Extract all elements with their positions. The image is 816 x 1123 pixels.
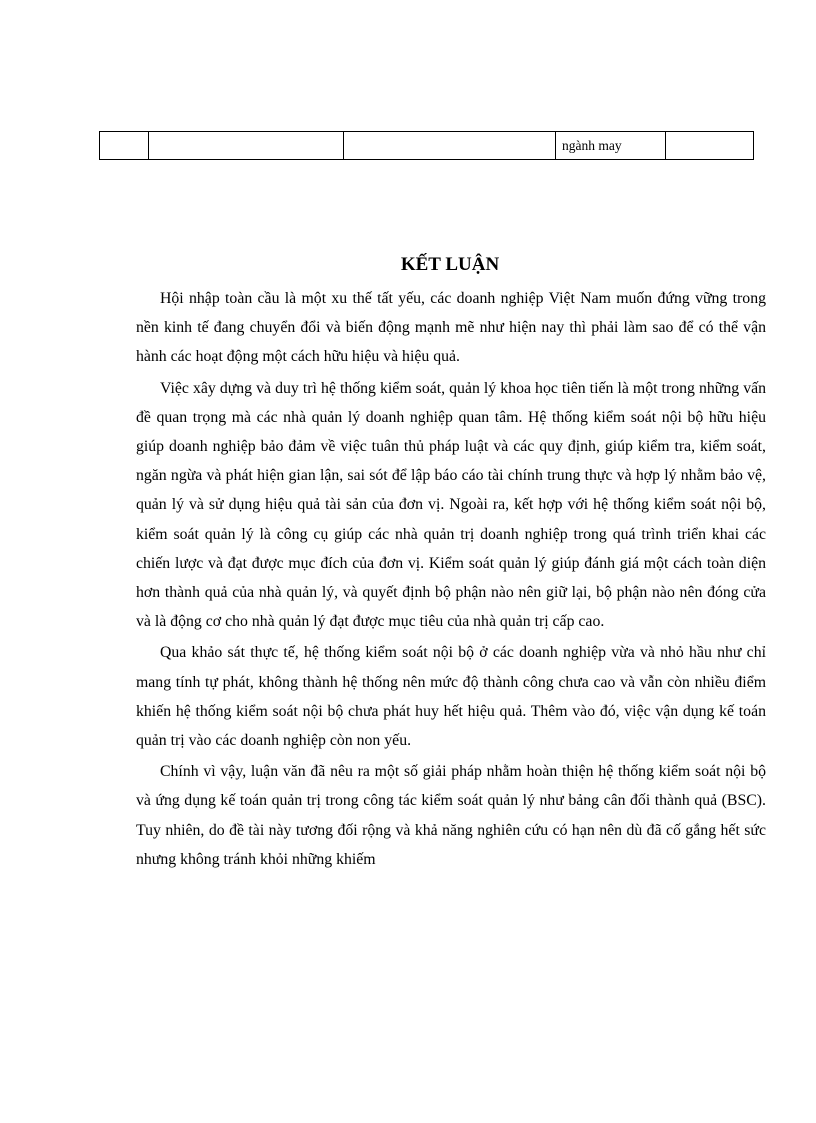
body-text — [136, 284, 766, 874]
table-continuation — [99, 131, 754, 160]
paragraph-4: Chính vì vậy, luận văn đã nêu ra một số giải pháp nhằm hoàn thiện hệ thống kiểm soát nội bộ và ứng dụng kế toán quản trị trong công tác kiểm soát quản lý như bảng cân đối thành quả (BSC). Tuy nhiên, do đề tài này tương đối rộng và khả năng nghiên cứu có hạn nên dù đã cố gắng hết sức nhưng không tránh khỏi những khiếm — [136, 763, 766, 868]
table-cell: ngành may — [556, 132, 666, 160]
paragraph-2: Việc xây dựng và duy trì hệ thống kiểm soát, quản lý khoa học tiên tiến là một trong những vấn đề quan trọng mà các nhà quản lý doanh nghiệp quan tâm. Hệ thống kiểm soát nội bộ hữu hiệu giúp doanh nghiệp bảo đảm về việc tuân thủ pháp luật và các quy định, giúp kiểm tra, kiểm soát, ngăn ngừa và phát hiện gian lận, sai sót để lập báo cáo tài chính trung thực và hợp lý nhằm bảo vệ, quản lý và sử dụng hiệu quả tài sản của đơn vị. Ngoài ra, kết hợp với hệ thống kiểm soát nội bộ, kiểm soát quản lý là công cụ giúp các nhà quản trị doanh nghiệp trong quá trình triển khai các chiến lược và đạt được mục đích của đơn vị. Kiểm soát quản lý giúp đánh giá một cách toàn diện hơn thành quả của nhà quản lý, và quyết định bộ phận nào nên giữ lại, bộ phận nào nên đóng cửa và là động cơ cho nhà quản lý đạt được mục tiêu của nhà quản trị cấp cao. — [136, 379, 766, 631]
table-cell — [149, 132, 344, 160]
paragraph-3: Qua khảo sát thực tế, hệ thống kiểm soát nội bộ ở các doanh nghiệp vừa và nhỏ hầu như chỉ mang tính tự phát, không thành hệ thống nên mức độ thành công chưa cao và vẫn còn nhiều điểm khiến hệ thống kiểm soát nội bộ chưa phát huy hết hiệu quả. Thêm vào đó, việc vận dụng kế toán quản trị vào các doanh nghiệp còn non yếu. — [136, 644, 766, 750]
table-cell — [100, 132, 149, 160]
paragraph-1: Hội nhập toàn cầu là một xu thế tất yếu, các doanh nghiệp Việt Nam muốn đứng vững trong nền kinh tế đang chuyển đổi và biến động mạnh mẽ như hiện nay thì phải làm sao để có thể vận hành các hoạt động một cách hữu hiệu và hiệu quả. — [136, 290, 766, 366]
table-cell — [666, 132, 754, 160]
section-heading: KẾT LUẬN — [400, 254, 500, 275]
table-cell — [344, 132, 556, 160]
table-row — [100, 132, 754, 160]
